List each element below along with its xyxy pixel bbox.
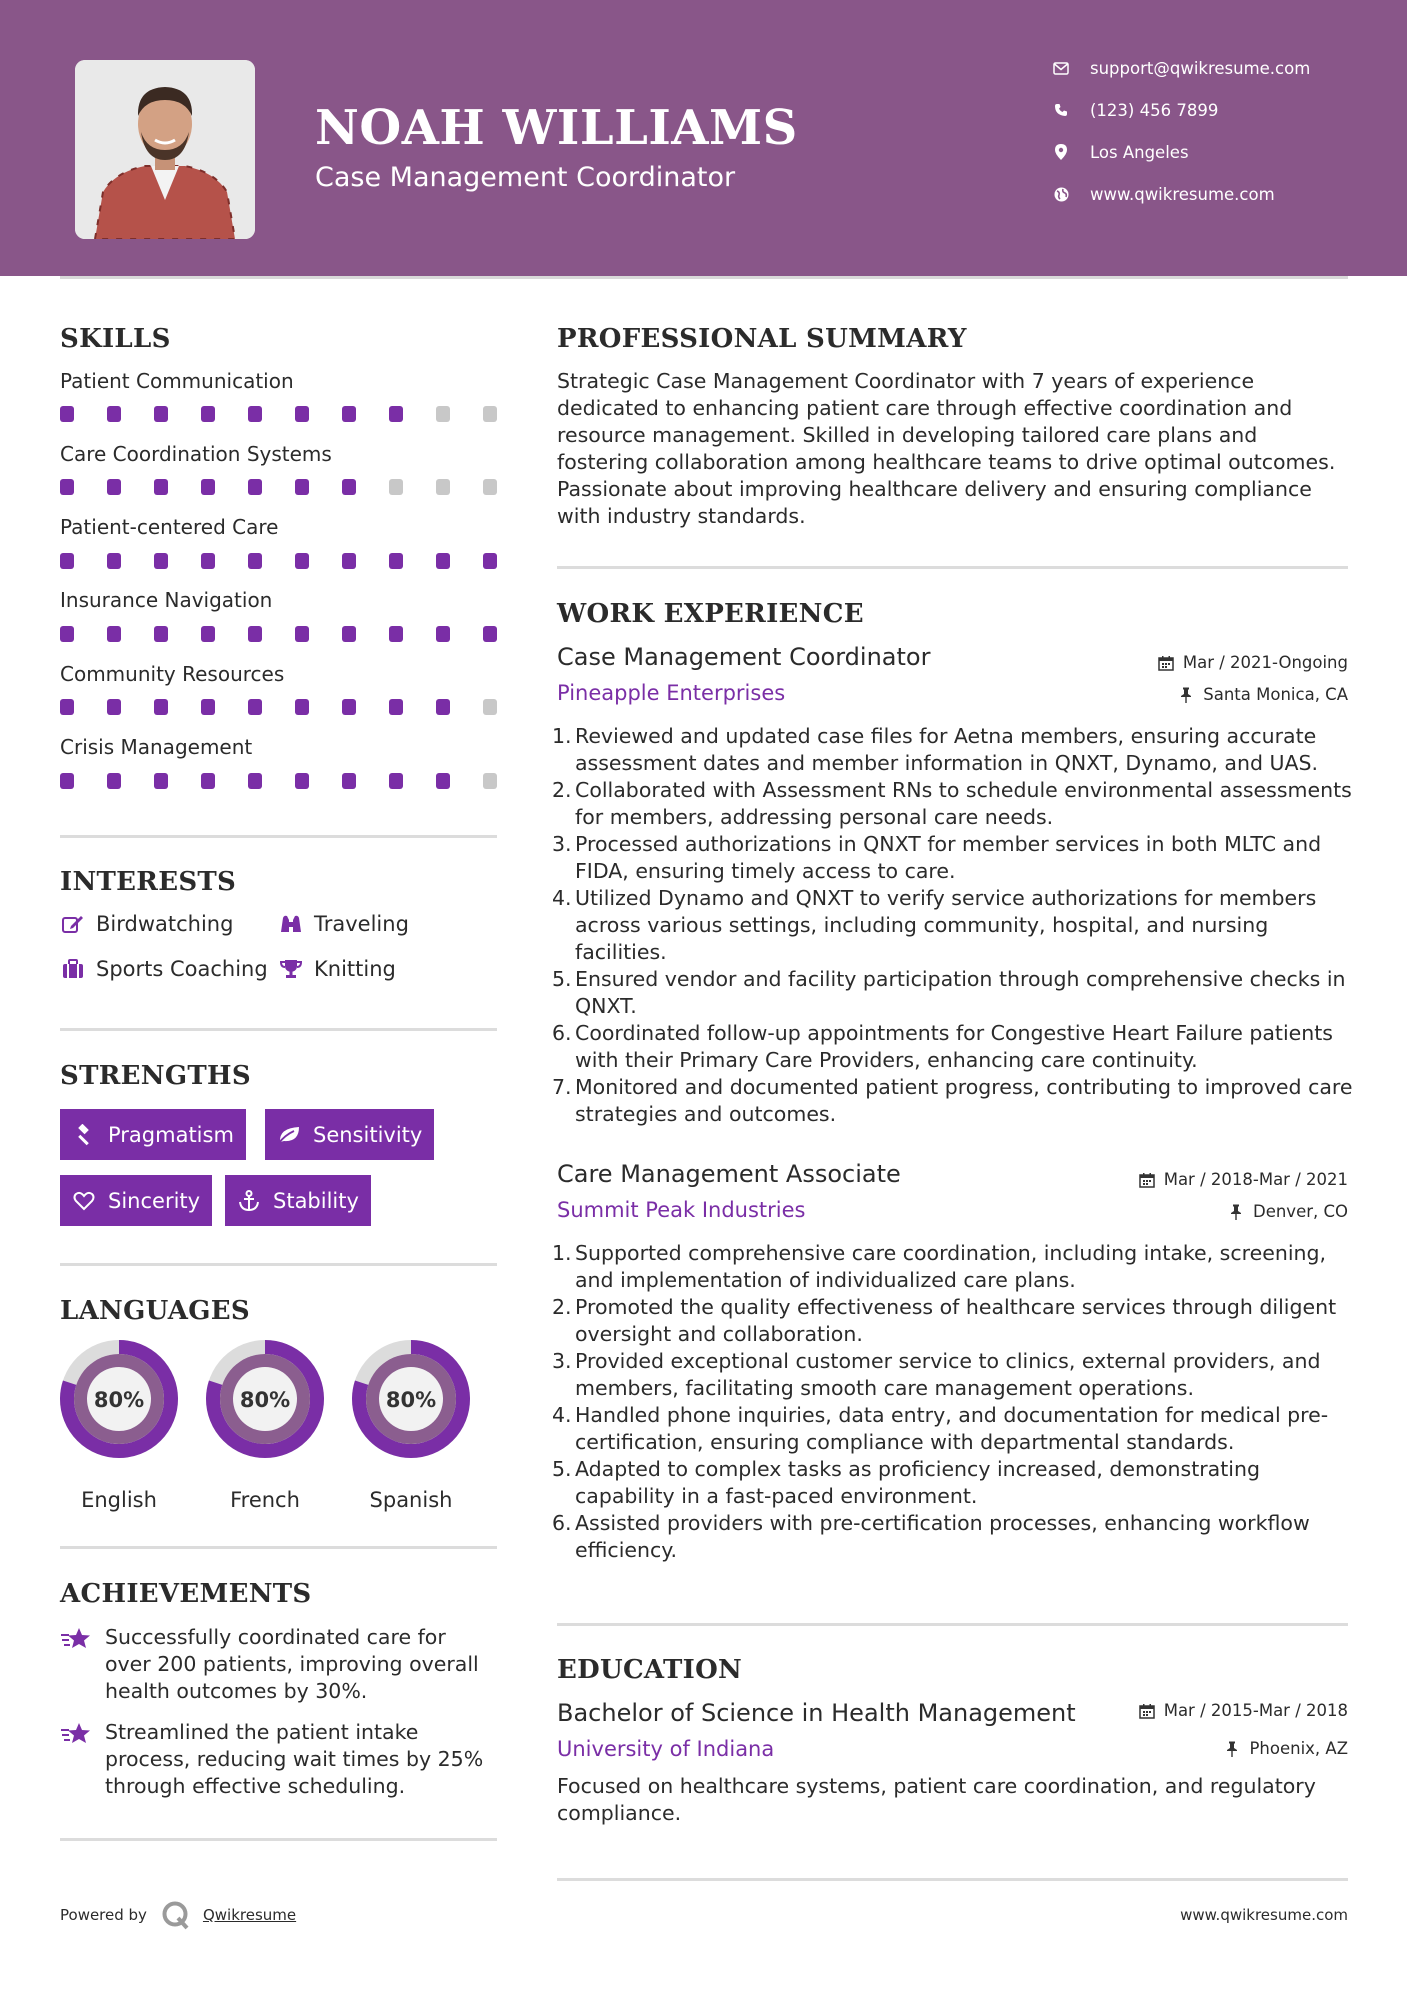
language-percent: 80% — [239, 1388, 291, 1412]
skill-dot — [107, 699, 121, 715]
skill-dot — [107, 773, 121, 789]
skill-dot — [342, 626, 356, 642]
skill-dot — [483, 479, 497, 495]
skill-dot — [60, 479, 74, 495]
skill-rating — [60, 773, 497, 789]
pushpin-icon — [1227, 1203, 1245, 1221]
skill-rating — [60, 479, 497, 495]
star-icon — [60, 1624, 105, 1705]
skill-dot — [389, 773, 403, 789]
duty-item: Monitored and documented patient progress, contributing to improved care strategies and outcomes. — [575, 1075, 1353, 1126]
skill-dot — [154, 699, 168, 715]
calendar-icon — [1138, 1171, 1156, 1189]
strength-badge: Stability — [225, 1175, 371, 1226]
achievement-item: Streamlined the patient intake process, reducing wait times by 25% through effective scheduling. — [60, 1719, 497, 1800]
skill-dot — [248, 406, 262, 422]
skill-rating — [60, 626, 497, 642]
skill-dot — [436, 479, 450, 495]
duty-item: Assisted providers with pre-certification processes, enhancing workflow efficiency. — [575, 1511, 1310, 1562]
job-dates: Mar / 2021-Ongoing — [1157, 653, 1348, 672]
skill-dot — [389, 553, 403, 569]
language-donut — [350, 1338, 472, 1460]
skill-dot — [295, 406, 309, 422]
section-divider — [557, 1878, 1348, 1881]
summary-heading: PROFESSIONAL SUMMARY — [557, 324, 967, 354]
strengths-heading: STRENGTHS — [60, 1061, 251, 1091]
skill-dot — [201, 479, 215, 495]
language-donut — [204, 1338, 326, 1460]
duty-item: Handled phone inquiries, data entry, and documentation for medical pre-certification, ensuring compliance with departmental standards. — [575, 1403, 1329, 1454]
experience-heading: WORK EXPERIENCE — [557, 599, 864, 629]
job-company: Pineapple Enterprises — [557, 681, 786, 705]
skill-dot — [154, 773, 168, 789]
calendar-icon — [1157, 654, 1175, 672]
skill-dot — [295, 626, 309, 642]
skill-dot — [342, 406, 356, 422]
skill-dot — [295, 773, 309, 789]
job-dates: Mar / 2018-Mar / 2021 — [1138, 1170, 1348, 1189]
envelope-icon — [1050, 58, 1072, 78]
language-percent: 80% — [93, 1388, 145, 1412]
language-item — [58, 1338, 180, 1512]
skill-dot — [342, 479, 356, 495]
duty-item: Provided exceptional customer service to clinics, external providers, and members, facilitating smooth care management operations. — [575, 1349, 1321, 1400]
phone-icon — [1050, 100, 1072, 120]
skill-dot — [60, 406, 74, 422]
skill-dot — [436, 553, 450, 569]
skill-dot — [436, 626, 450, 642]
star-icon — [60, 1719, 105, 1800]
footer-powered-by: Powered by Qwikresume — [60, 1900, 296, 1930]
briefcase-icon — [60, 956, 86, 982]
skill-dot — [295, 479, 309, 495]
interest-item: Sports Coaching — [60, 956, 268, 982]
skill-dot — [201, 699, 215, 715]
education-heading: EDUCATION — [557, 1655, 743, 1685]
skill-dot — [295, 553, 309, 569]
job-role: Care Management Associate — [557, 1160, 901, 1188]
strength-badge: Sincerity — [60, 1175, 212, 1226]
job-duties — [557, 723, 1357, 1128]
achievement-item: Successfully coordinated care for over 200 patients, improving overall health outcomes by 30%. — [60, 1624, 497, 1705]
skill-dot — [60, 626, 74, 642]
skill-dot — [389, 626, 403, 642]
skill-dot — [342, 773, 356, 789]
section-divider — [557, 1623, 1348, 1626]
skill-dot — [248, 479, 262, 495]
education-degree: Bachelor of Science in Health Management — [557, 1699, 1076, 1727]
pushpin-icon — [1223, 1740, 1241, 1758]
skill-dot — [60, 773, 74, 789]
profile-photo — [75, 60, 255, 239]
section-divider — [60, 1263, 497, 1266]
duty-item: Utilized Dynamo and QNXT to verify service authorizations for members across various settings, including community, hospital, and nursing facilities. — [575, 886, 1317, 964]
skill-name: Care Coordination Systems — [60, 442, 332, 466]
skill-dot — [389, 406, 403, 422]
skill-dot — [483, 773, 497, 789]
language-item — [350, 1338, 472, 1512]
interests-heading: INTERESTS — [60, 867, 237, 897]
skill-dot — [248, 773, 262, 789]
footer-website[interactable]: www.qwikresume.com — [1180, 1906, 1348, 1924]
duty-item: Ensured vendor and facility participation through comprehensive checks in QNXT. — [575, 967, 1346, 1018]
job-location: Santa Monica, CA — [1177, 685, 1348, 704]
skill-dot — [107, 406, 121, 422]
contact-website[interactable] — [1050, 184, 1275, 204]
skill-name: Patient Communication — [60, 369, 294, 393]
contact-phone-text: (123) 456 7899 — [1090, 100, 1219, 120]
skill-dot — [107, 553, 121, 569]
skill-dot — [295, 699, 309, 715]
skill-dot — [342, 553, 356, 569]
skill-dot — [342, 699, 356, 715]
skill-dot — [483, 553, 497, 569]
binoculars-icon — [278, 911, 304, 937]
skill-dot — [60, 699, 74, 715]
skill-rating — [60, 406, 497, 422]
achievements-heading: ACHIEVEMENTS — [60, 1579, 312, 1609]
job-role: Case Management Coordinator — [557, 643, 931, 671]
language-donut — [58, 1338, 180, 1460]
qwikresume-logo-icon — [161, 1900, 191, 1930]
job-duties — [557, 1240, 1357, 1564]
language-name: English — [81, 1488, 157, 1512]
skill-dot — [248, 553, 262, 569]
skill-dot — [154, 479, 168, 495]
skill-name: Insurance Navigation — [60, 588, 273, 612]
gavel-icon — [72, 1123, 96, 1147]
contact-location — [1050, 142, 1189, 162]
interest-item: Traveling — [278, 911, 409, 937]
pushpin-icon — [1177, 686, 1195, 704]
skill-dot — [483, 406, 497, 422]
skill-rating — [60, 553, 497, 569]
education-description: Focused on healthcare systems, patient care coordination, and regulatory compliance. — [557, 1774, 1316, 1825]
skill-dot — [154, 553, 168, 569]
skill-dot — [436, 406, 450, 422]
section-divider — [557, 566, 1348, 569]
skill-dot — [201, 626, 215, 642]
section-divider — [60, 835, 497, 838]
leaf-icon — [277, 1123, 301, 1147]
contact-location-text: Los Angeles — [1090, 142, 1189, 162]
duty-item: Adapted to complex tasks as proficiency increased, demonstrating capability in a fast-paced environment. — [575, 1457, 1260, 1508]
language-name: Spanish — [369, 1488, 453, 1512]
duty-item: Processed authorizations in QNXT for member services in both MLTC and FIDA, ensuring timely access to care. — [575, 832, 1322, 883]
skill-dot — [436, 773, 450, 789]
skill-name: Crisis Management — [60, 735, 253, 759]
header-divider — [60, 276, 1348, 279]
skill-dot — [483, 699, 497, 715]
skill-dot — [248, 699, 262, 715]
duty-item: Reviewed and updated case files for Aetna members, ensuring accurate assessment dates and member information in QNXT, Dynamo, and UAS. — [575, 724, 1319, 775]
contact-phone[interactable] — [1050, 100, 1218, 120]
language-name: French — [230, 1488, 300, 1512]
education-dates: Mar / 2015-Mar / 2018 — [1138, 1701, 1348, 1720]
trophy-icon — [278, 956, 304, 982]
skill-dot — [436, 699, 450, 715]
language-percent: 80% — [385, 1388, 437, 1412]
skill-dot — [60, 553, 74, 569]
calendar-icon — [1138, 1702, 1156, 1720]
skill-dot — [201, 406, 215, 422]
duty-item: Supported comprehensive care coordination, including intake, screening, and implementation of individualized care plans. — [575, 1241, 1327, 1292]
skill-dot — [483, 626, 497, 642]
languages-heading: LANGUAGES — [60, 1296, 250, 1326]
strength-badge: Pragmatism — [60, 1109, 246, 1160]
skill-dot — [389, 699, 403, 715]
duty-item: Promoted the quality effectiveness of healthcare services through diligent oversight and collaboration. — [575, 1295, 1337, 1346]
contact-website-text: www.qwikresume.com — [1090, 184, 1275, 204]
job-company: Summit Peak Industries — [557, 1198, 806, 1222]
contact-email[interactable] — [1050, 58, 1310, 78]
duty-item: Coordinated follow-up appointments for Congestive Heart Failure patients with their Primary Care Providers, enhancing care continuity. — [575, 1021, 1333, 1072]
skill-dot — [201, 553, 215, 569]
strength-badge: Sensitivity — [265, 1109, 434, 1160]
section-divider — [60, 1028, 497, 1031]
globe-icon — [1050, 184, 1072, 204]
anchor-icon — [237, 1189, 261, 1213]
language-item — [204, 1338, 326, 1512]
education-school: University of Indiana — [557, 1737, 775, 1761]
pencil-icon — [60, 911, 86, 937]
skill-dot — [107, 626, 121, 642]
skill-name: Community Resources — [60, 662, 285, 686]
skill-dot — [201, 773, 215, 789]
contact-email-text: support@qwikresume.com — [1090, 58, 1311, 78]
education-location: Phoenix, AZ — [1223, 1739, 1348, 1758]
interest-item: Birdwatching — [60, 911, 233, 937]
section-divider — [60, 1546, 497, 1549]
heart-icon — [72, 1189, 96, 1213]
footer-brand-link[interactable]: Qwikresume — [202, 1906, 297, 1924]
section-divider — [60, 1838, 497, 1841]
skill-rating — [60, 699, 497, 715]
skill-dot — [154, 406, 168, 422]
skills-heading: SKILLS — [60, 324, 171, 354]
map-pin-icon — [1050, 142, 1072, 162]
interest-item: Knitting — [278, 956, 396, 982]
summary-text: Strategic Case Management Coordinator with 7 years of experience dedicated to enhancing patient care through effective coordination and resource management. Skilled in developing tailored care plans and fostering collaboration among healthcare teams to drive optimal outcomes. Passionate about improving healthcare delivery and ensuring compliance with industry standards. — [557, 369, 1336, 528]
skill-dot — [107, 479, 121, 495]
job-location: Denver, CO — [1227, 1202, 1348, 1221]
skill-dot — [154, 626, 168, 642]
skill-dot — [248, 626, 262, 642]
candidate-title: Case Management Coordinator — [315, 162, 736, 193]
skill-name: Patient-centered Care — [60, 515, 279, 539]
duty-item: Collaborated with Assessment RNs to schedule environmental assessments for members, addressing personal care needs. — [575, 778, 1352, 829]
skill-dot — [389, 479, 403, 495]
candidate-name: NOAH WILLIAMS — [315, 100, 798, 156]
